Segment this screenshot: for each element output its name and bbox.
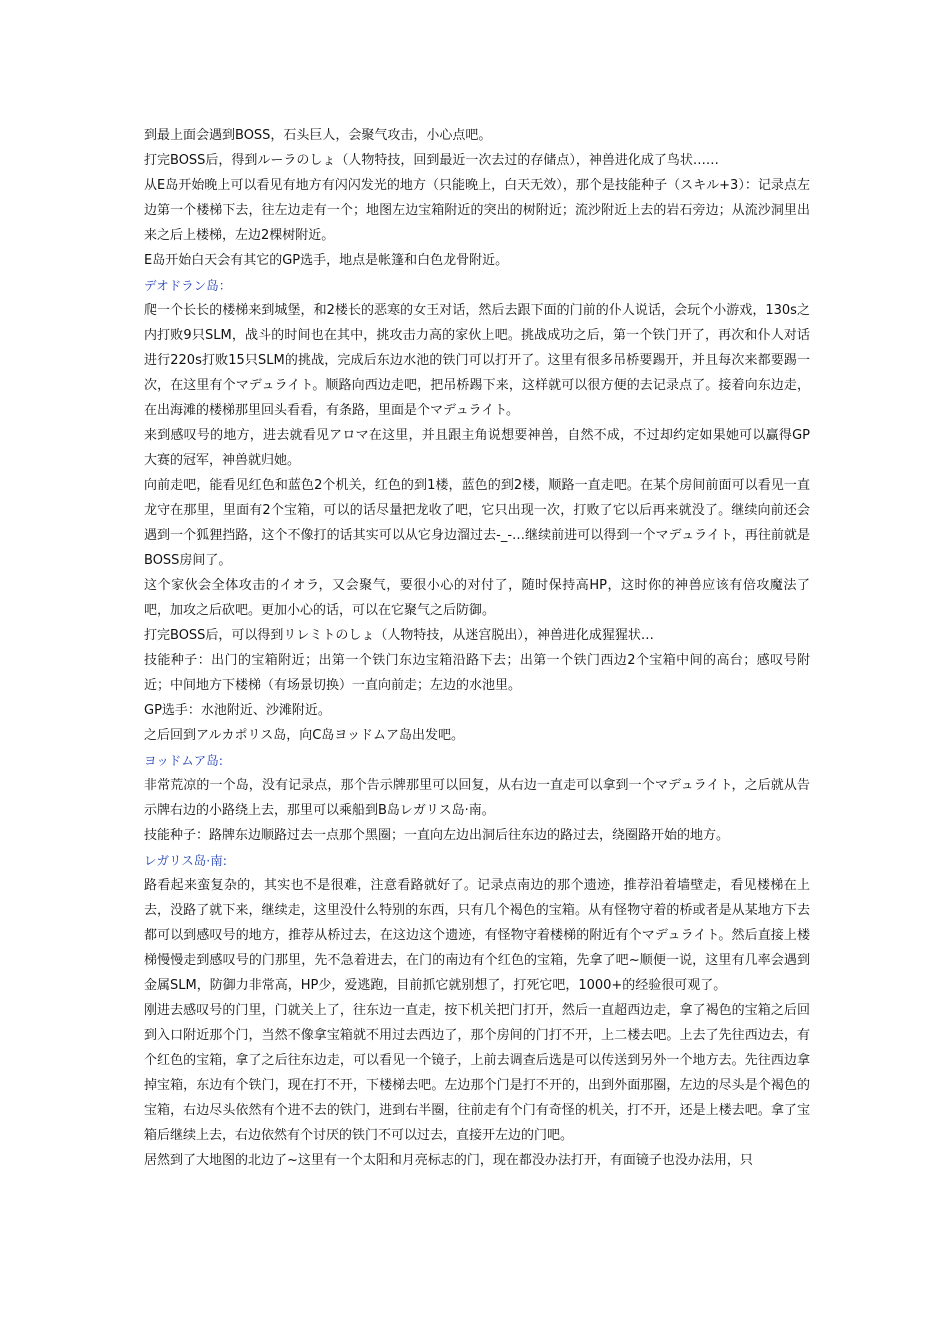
paragraph: 刚进去感叹号的门里，门就关上了，往东边一直走，按下机关把门打开，然后一直超西边走，拿了褐色的宝箱之后回到入口附近那个门，当然不像拿宝箱就不用过去西边了，那个房间的门打不开，上二楼去吧。上去了先往西边去，有个红色的宝箱，拿了之后往东边走，可以看见一个镜子，上前去调查后选是可以传送到另外一个地方去。先往西边拿掉宝箱，东边有个铁门，现在打不开，下楼梯去吧。左边那个门是打不开的，出到外面那圈，左边的尽头是个褐色的宝箱，右边尽头依然有个进不去的铁门，进到右半圈，往前走有个门有奇怪的机关，打不开，还是上楼去吧。拿了宝箱后继续上去，右边依然有个讨厌的铁门不可以过去，直接开左边的门吧。 bbox=[144, 1003, 810, 1143]
paragraph: GP选手：水池附近、沙滩附近。 bbox=[144, 703, 331, 718]
paragraph: 这个家伙会全体攻击的イオラ，又会聚气，要很小心的对付了，随时保持高HP，这时你的神兽应该有倍攻魔法了吧，加攻之后砍吧。更加小心的话，可以在它聚气之后防御。 bbox=[144, 578, 810, 618]
paragraph: 之后回到アルカポリス岛，向C岛ヨッドムア岛出发吧。 bbox=[144, 728, 465, 743]
paragraph: 打完BOSS后，得到ルーラのしょ（人物特技，回到最近一次去过的存储点），神兽进化成了鸟状…… bbox=[144, 153, 719, 168]
section-heading: レガリス岛·南: bbox=[144, 853, 227, 868]
paragraph: 从E岛开始晚上可以看见有地方有闪闪发光的地方（只能晚上，白天无效），那个是技能种子（スキル+3）：记录点左边第一个楼梯下去，往左边走有一个；地图左边宝箱附近的突出的树附近；流沙附近上去的岩石旁边；从流沙洞里出来之后上楼梯，左边2棵树附近。 bbox=[144, 178, 810, 243]
paragraph: 打完BOSS后，可以得到リレミトのしょ（人物特技，从迷宫脱出），神兽进化成猩猩状… bbox=[144, 628, 654, 643]
paragraph: 非常荒凉的一个岛，没有记录点，那个告示牌那里可以回复，从右边一直走可以拿到一个マデュライト，之后就从告示牌右边的小路绕上去，那里可以乘船到B岛レガリス岛·南。 bbox=[144, 778, 810, 818]
paragraph: 路看起来蛮复杂的，其实也不是很难，注意看路就好了。记录点南边的那个遗迹，推荐沿着墙壁走，看见楼梯在上去，没路了就下来，继续走，这里没什么特别的东西，只有几个褐色的宝箱。从有怪物守着的桥或者是从某地方下去都可以到感叹号的地方，推荐从桥过去，在这边这个遗迹，有怪物守着楼梯的附近有个マデュライト。然后直接上楼梯慢慢走到感叹号的门那里，先不急着进去，在门的南边有个红色的宝箱，先拿了吧~顺便一说，这里有几率会遇到金属SLM，防御力非常高，HP少，爱逃跑，目前抓它就别想了，打死它吧，1000+的经验很可观了。 bbox=[144, 878, 810, 993]
paragraph: 来到感叹号的地方，进去就看见アロマ在这里，并且跟主角说想要神兽，自然不成，不过却约定如果她可以赢得GP大赛的冠军，神兽就归她。 bbox=[144, 428, 810, 468]
paragraph: 技能种子：出门的宝箱附近；出第一个铁门东边宝箱沿路下去；出第一个铁门西边2个宝箱中间的高台；感叹号附近；中间地方下楼梯（有场景切换）一直向前走；左边的水池里。 bbox=[144, 653, 810, 693]
section-heading: ヨッドムア岛: bbox=[144, 753, 223, 768]
paragraph: 到最上面会遇到BOSS，石头巨人，会聚气攻击，小心点吧。 bbox=[144, 128, 492, 143]
paragraph: 向前走吧，能看见红色和蓝色2个机关，红色的到1楼，蓝色的到2楼，顺路一直走吧。在某个房间前面可以看见一直龙守在那里，里面有2个宝箱，可以的话尽量把龙收了吧，它只出现一次，打败了它以后再来就没了。继续向前还会遇到一个狐狸挡路，这个不像打的话其实可以从它身边溜过去-_-…继续前进可以得到一个マデュライト，再往前就是BOSS房间了。 bbox=[144, 478, 810, 568]
paragraph: 居然到了大地图的北边了~这里有一个太阳和月亮标志的门，现在都没办法打开，有面镜子也没办法用，只 bbox=[144, 1153, 753, 1168]
paragraph: 技能种子：路牌东边顺路过去一点那个黑圈；一直向左边出洞后往东边的路过去，绕圈路开始的地方。 bbox=[144, 828, 730, 843]
paragraph: 爬一个长长的楼梯来到城堡，和2楼长的恶寒的女王对话，然后去跟下面的门前的仆人说话，会玩个小游戏，130s之内打败9只SLM，战斗的时间也在其中，挑攻击力高的家伙上吧。挑战成功之后，第一个铁门开了，再次和仆人对话进行220s打败15只SLM的挑战，完成后东边水池的铁门可以打开了。这里有很多吊桥要踢开，并且每次来都要踢一次，在这里有个マデュライト。顺路向西边走吧，把吊桥踢下来，这样就可以很方便的去记录点了。接着向东边走，在出海滩的楼梯那里回头看看，有条路，里面是个マデュライト。 bbox=[144, 303, 810, 418]
section-heading: デオドラン岛： bbox=[144, 278, 232, 293]
paragraph: E岛开始白天会有其它的GP选手，地点是帐篷和白色龙骨附近。 bbox=[144, 253, 509, 268]
document-body bbox=[144, 123, 810, 1173]
